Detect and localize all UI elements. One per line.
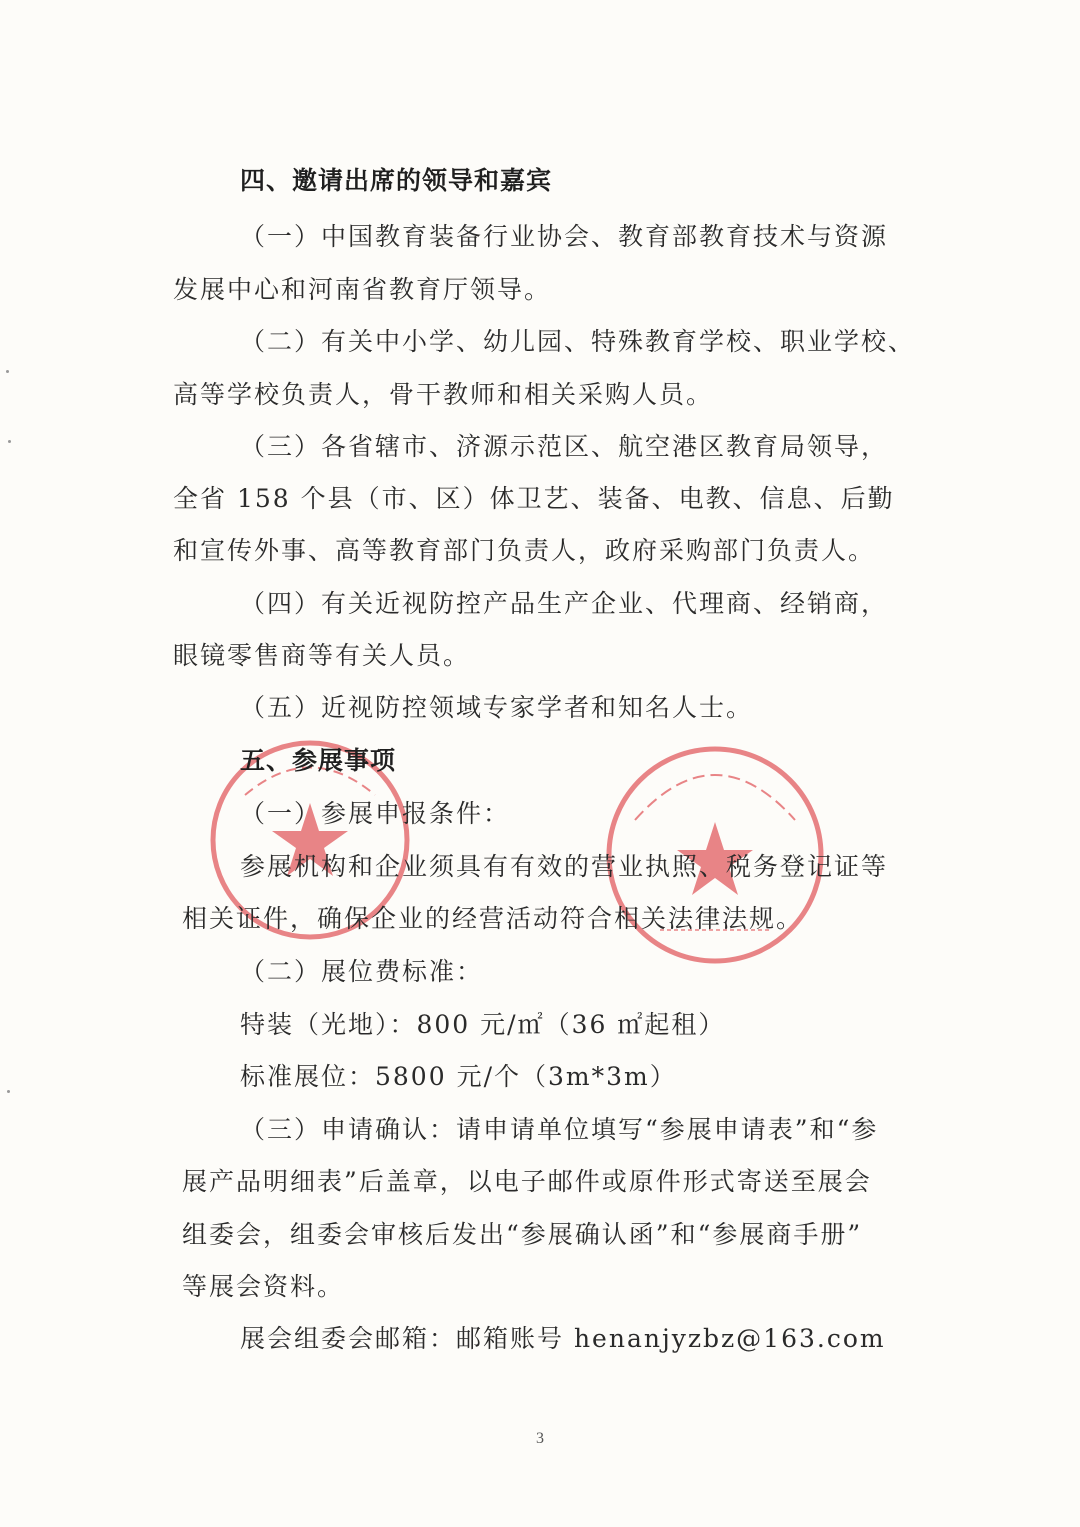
section-5-sub-1-line-2: 相关证件，确保企业的经营活动符合相关法律法规。	[182, 904, 804, 933]
section-4-item-3-line-3: 和宣传外事、高等教育部门负责人，政府采购部门负责人。	[173, 536, 876, 565]
scan-speck	[6, 370, 9, 373]
section-5-sub-2-line-2: 标准展位：5800 元/个（3m*3m）	[240, 1062, 677, 1091]
section-4-item-4-line-1: （四）有关近视防控产品生产企业、代理商、经销商，	[240, 589, 889, 618]
scan-speck	[8, 440, 11, 443]
section-5-sub-2-line-1: 特装（光地）：800 元/㎡（36 ㎡起租）	[240, 1010, 726, 1039]
section-4-item-2-line-2: 高等学校负责人，骨干教师和相关采购人员。	[173, 380, 714, 409]
scan-speck	[7, 1090, 10, 1093]
section-4-item-2-line-1: （二）有关中小学、幼儿园、特殊教育学校、职业学校、	[240, 327, 916, 356]
section-4-item-3-line-1: （三）各省辖市、济源示范区、航空港区教育局领导，	[240, 432, 889, 461]
section-5-sub-1-line-1: 参展机构和企业须具有有效的营业执照、税务登记证等	[240, 852, 889, 881]
section-5-heading: 五、参展事项	[240, 746, 397, 775]
section-5-sub-3-line-2: 展产品明细表”后盖章，以电子邮件或原件形式寄送至展会	[182, 1167, 872, 1196]
section-4-item-1-line-2: 发展中心和河南省教育厅领导。	[173, 275, 552, 304]
section-5-sub-1-title: （一）参展申报条件：	[240, 799, 511, 828]
section-4-item-3-line-2: 全省 158 个县（市、区）体卫艺、装备、电教、信息、后勤	[173, 484, 895, 513]
exhibition-email-line: 展会组委会邮箱：邮箱账号 henanjyzbz@163.com	[240, 1324, 886, 1353]
section-4-item-5-line-1: （五）近视防控领域专家学者和知名人士。	[240, 693, 754, 722]
section-5-sub-2-title: （二）展位费标准：	[240, 957, 484, 986]
section-5-sub-3-line-3: 组委会，组委会审核后发出“参展确认函”和“参展商手册”	[182, 1220, 863, 1249]
section-5-sub-3-line-4: 等展会资料。	[182, 1272, 345, 1301]
page-number: 3	[536, 1430, 544, 1447]
section-4-item-1-line-1: （一）中国教育装备行业协会、教育部教育技术与资源	[240, 222, 889, 251]
section-4-heading: 四、邀请出席的领导和嘉宾	[240, 166, 553, 195]
section-4-item-4-line-2: 眼镜零售商等有关人员。	[173, 641, 471, 670]
section-5-sub-3-line-1: （三）申请确认：请申请单位填写“参展申请表”和“参	[240, 1115, 879, 1144]
